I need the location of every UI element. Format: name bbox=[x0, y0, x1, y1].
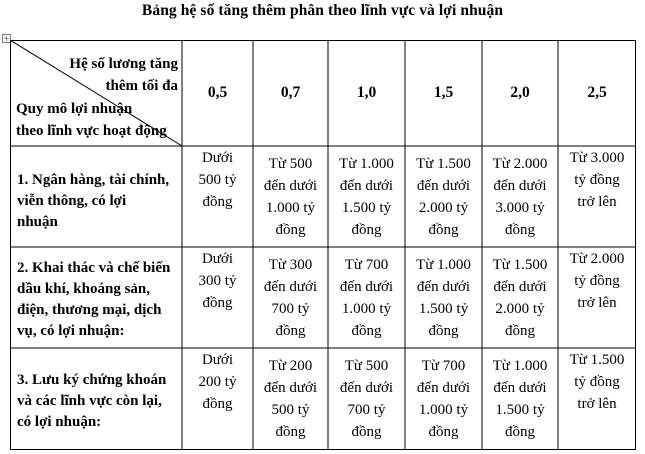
coefficient-header: 1,5 bbox=[433, 84, 454, 101]
table-cell: Từ 700 đến dưới 1.000 tỷ đồng bbox=[339, 256, 394, 339]
table-cell: Từ 1.500 đến dưới 2.000 tỷ đồng bbox=[492, 256, 548, 339]
corner-header-coefficient: Hệ số lương tăng thêm tối đa bbox=[69, 56, 178, 94]
coefficient-table bbox=[10, 40, 636, 450]
table-cell: Từ 1.500 tỷ đồng trở lên bbox=[569, 352, 625, 412]
row-label-securities-other: 3. Lưu ký chứng khoán và các lĩnh vực còn lại, có lợi nhuận: bbox=[17, 372, 167, 430]
table-move-handle-icon[interactable]: + bbox=[3, 34, 10, 43]
table-cell: Từ 1.000 đến dưới 1.500 tỷ đồng bbox=[416, 256, 471, 339]
table-title: Bảng hệ số tăng thêm phân theo lĩnh vực và lợi nhuận bbox=[141, 2, 504, 19]
table-cell: Dưới 500 tỷ đồng bbox=[198, 150, 237, 210]
table-cell: Từ 200 đến dưới 500 tỷ đồng bbox=[263, 358, 318, 440]
table-cell: Từ 300 đến dưới 700 tỷ đồng bbox=[263, 256, 318, 339]
corner-header-profit-scale: Quy mô lợi nhuận theo lĩnh vực hoạt động bbox=[16, 101, 167, 139]
table-cell: Từ 700 đến dưới 1.000 tỷ đồng bbox=[416, 358, 471, 440]
row-label-banking: 1. Ngân hàng, tài chính, viễn thông, có lợi nhuận bbox=[17, 172, 170, 230]
row-label-oil-gas-trade: 2. Khai thác và chế biến dầu khí, khoáng sản, điện, thương mại, dịch vụ, có lợi nhuận: bbox=[17, 260, 171, 339]
table-cell: Từ 1.500 đến dưới 2.000 tỷ đồng bbox=[416, 155, 471, 238]
table-cell: Từ 2.000 tỷ đồng trở lên bbox=[569, 251, 625, 311]
coefficient-header: 0,5 bbox=[207, 84, 228, 101]
table-cell: Từ 2.000 đến dưới 3.000 tỷ đồng bbox=[492, 155, 548, 238]
table-cell: Từ 3.000 tỷ đồng trở lên bbox=[569, 150, 625, 210]
table-cell: Từ 500 đến dưới 700 tỷ đồng bbox=[339, 358, 394, 440]
table-cell: Từ 1.000 đến dưới 1.500 tỷ đồng bbox=[339, 155, 394, 238]
coefficient-header: 2,0 bbox=[510, 84, 530, 101]
table-cell: Dưới 300 tỷ đồng bbox=[198, 251, 237, 311]
table-cell: Từ 1.000 đến dưới 1.500 tỷ đồng bbox=[492, 358, 548, 440]
table-cell: Dưới 200 tỷ đồng bbox=[198, 352, 237, 412]
table-cell: Từ 500 đến dưới 1.000 tỷ đồng bbox=[263, 155, 318, 238]
coefficient-header: 2,5 bbox=[587, 84, 607, 101]
coefficient-header: 0,7 bbox=[280, 84, 301, 101]
coefficient-header: 1,0 bbox=[356, 84, 377, 101]
